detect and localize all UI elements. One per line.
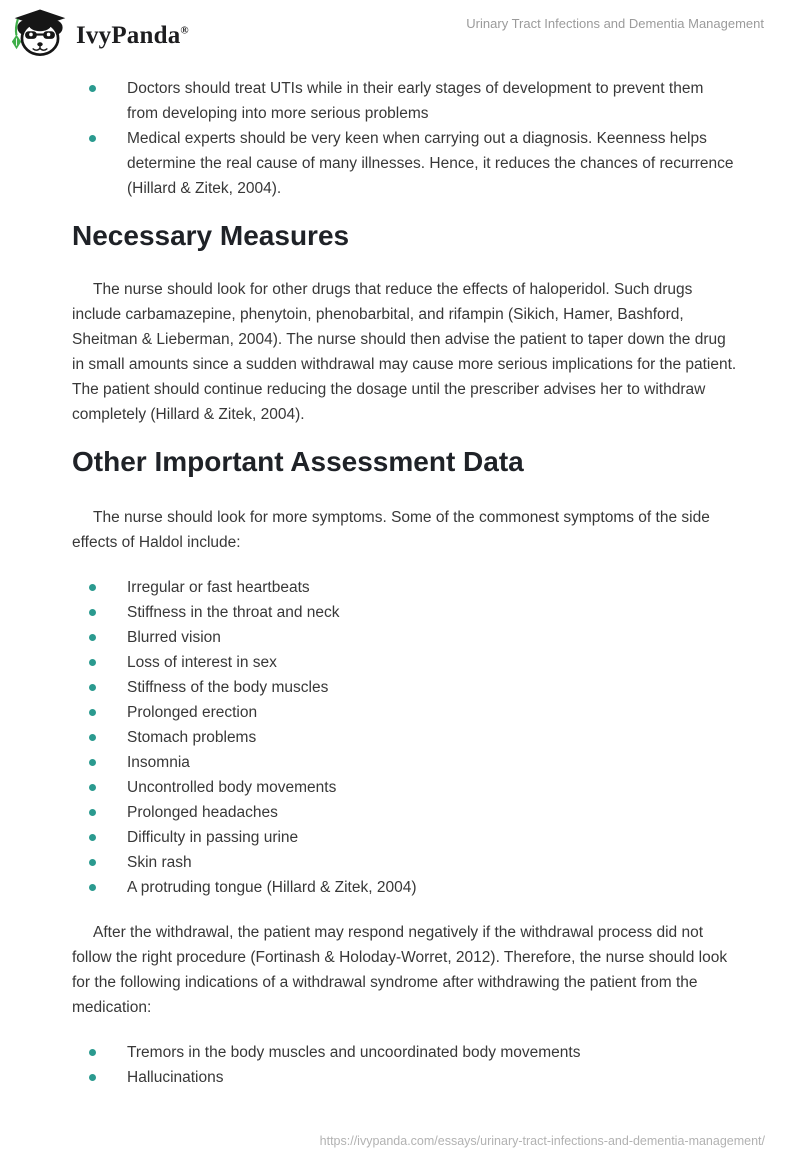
list-item: Tremors in the body muscles and uncoordinated body movements [72, 1040, 738, 1065]
intro-bullet-list [72, 76, 738, 201]
list-item: Stiffness of the body muscles [72, 675, 738, 700]
list-item: Stiffness in the throat and neck [72, 600, 738, 625]
brand-name: IvyPanda® [76, 21, 189, 49]
panda-graduate-icon [12, 8, 68, 63]
list-item: Loss of interest in sex [72, 650, 738, 675]
footer-source-url: https://ivypanda.com/essays/urinary-tract-infections-and-dementia-management/ [319, 1134, 765, 1148]
list-item: Skin rash [72, 850, 738, 875]
document-body [0, 76, 800, 1090]
list-item: Medical experts should be very keen when carrying out a diagnosis. Keenness helps determine the real cause of many illnesses. Hence, it reduces the chances of recurrence (Hillard & Zitek, 2004). [72, 126, 738, 201]
list-item: Doctors should treat UTIs while in their early stages of development to prevent them from developing into more serious problems [72, 76, 738, 126]
list-item: Insomnia [72, 750, 738, 775]
section-heading-necessary-measures: Necessary Measures [72, 220, 350, 251]
list-item: Blurred vision [72, 625, 738, 650]
paragraph: After the withdrawal, the patient may respond negatively if the withdrawal process did not follow the right procedure (Fortinash & Holoday-Worret, 2012). Therefore, the nurse should look for the following indications of a withdrawal syndrome after withdrawing the patient from the medication: [72, 924, 728, 1016]
symptoms-bullet-list [72, 575, 738, 900]
registered-mark: ® [180, 24, 189, 37]
withdrawal-signs-bullet-list [72, 1040, 738, 1090]
list-item: Uncontrolled body movements [72, 775, 738, 800]
list-item: Hallucinations [72, 1065, 738, 1090]
ivypanda-logo [12, 8, 189, 63]
paragraph: The nurse should look for other drugs that reduce the effects of haloperidol. Such drugs include carbamazepine, phenytoin, phenobarbital, and rifampin (Sikich, Hamer, Bashford, Sheitman & Lieberman, 2004). The nurse should then advise the patient to taper down the drug in small amounts since a sudden withdrawal may cause more serious implications for the patient. The patient should continue reducing the dosage until the prescriber advises her to withdraw completely (Hillard & Zitek, 2004). [72, 281, 737, 423]
list-item: Difficulty in passing urine [72, 825, 738, 850]
list-item: Prolonged erection [72, 700, 738, 725]
list-item: Prolonged headaches [72, 800, 738, 825]
list-item: Irregular or fast heartbeats [72, 575, 738, 600]
list-item: Stomach problems [72, 725, 738, 750]
page-header [0, 0, 800, 64]
list-item: A protruding tongue (Hillard & Zitek, 2004) [72, 875, 738, 900]
document-title: Urinary Tract Infections and Dementia Management [466, 16, 764, 31]
section-heading-other-assessment-data: Other Important Assessment Data [72, 446, 524, 477]
paragraph: The nurse should look for more symptoms. Some of the commonest symptoms of the side effects of Haldol include: [72, 509, 710, 551]
